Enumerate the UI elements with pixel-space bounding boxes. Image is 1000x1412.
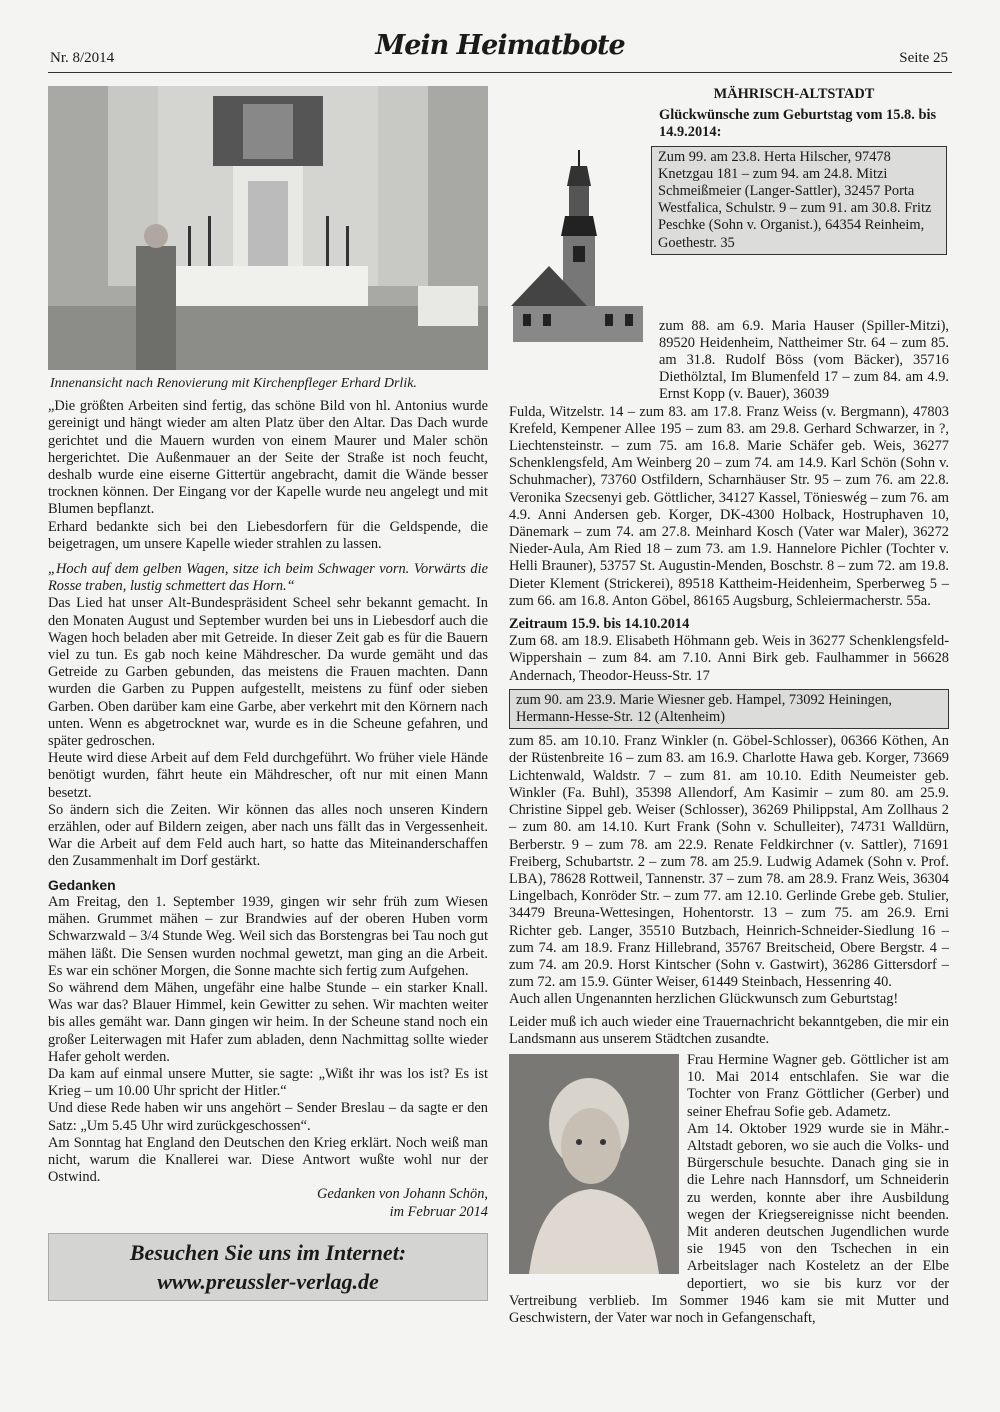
- birthday-list: zum 85. am 10.10. Franz Winkler (n. Göbel-Schlosser), 06366 Köthen, An der Rüstenbreite 16 – zum 83. am 16.9. Charlotte Hawa geb. Korger, 73669 Lichtenwald, Waldstr. 7 – zum 81. am 10.10. Edith Neumeister geb. Winkler (Fa. Buhl), 35398 Allendorf, Am Kasimir – zum 80. am 25.9. Christine Sippel geb. Weiser (Schlosser), 36269 Philippstal, Am Zollhaus 2 – zum 80. am 14.10. Kurt Frank (Sohn v. Schulleiter), 74731 Walldürn, Berberstr. 9 – zum 78. am 22.9. Renate Feldkirchner (v. Sattler), 71691 Freiberg, Schubartstr. 2 – zum 78. am 25.9. Ludwig Adamek (Sohn v. Prof. LBA), 78628 Rottweil, Tannenstr. 37 – zum 78. am 28.9. Franz Weis, 36304 Lingelbach, Konröder Str. – zum 77. am 12.10. Gerlinde Grebe geb. Stulier, 34479 Breuna-Wettesingen, Hohentorstr. 13 – zum 75. am 26.9. Erni Richter geb. Langer, 35510 Butzbach, Heinrich-Schneider-Siedlung 16 – zum 74. am 18.9. Franz Hillebrand, 35767 Breitscheid, Obere Bergstr. 4 – zum 74. am 20.9. Horst Kintscher (Sohn v. Gastwirt), 36286 Gittersdorf – zum 72. am 15.9. Günter Weiser, 61449 Steinbach, Hessenring 40.: [509, 733, 949, 991]
- birthday-heading: Glückwünsche zum Geburtstag vom 15.8. bis 14.9.2014:: [659, 107, 937, 141]
- article-paragraph: Und diese Rede haben wir uns angehört – Sender Breslau – da sagte er den Satz: „Um 5.45 Uhr wird zurückgeschossen“.: [48, 1100, 488, 1134]
- highlight-box-birthday: zum 90. am 23.9. Marie Wiesner geb. Hampel, 73092 Heiningen, Hermann-Hesse-Str. 12 (Altenheim): [509, 689, 949, 729]
- chapel-interior-photo: [48, 86, 488, 370]
- portrait-photo: [509, 1054, 679, 1274]
- issue-number: Nr. 8/2014: [50, 50, 115, 66]
- song-quote: „Hoch auf dem gelben Wagen, sitze ich beim Schwager vorn. Vorwärts die Rosse traben, lustig schmettert das Horn.“: [48, 561, 488, 595]
- section-heading: Gedanken: [48, 876, 116, 893]
- article-paragraph: Am Sonntag hat England den Deutschen den Krieg erklärt. Noch weiß man nicht, warum die Knallerei war. Diese Antwort wußte wohl nur der Ostwind.: [48, 1134, 488, 1186]
- article-paragraph: So ändern sich die Zeiten. Wir können das alles noch unseren Kindern erzählen, oder auf Bildern zeigen, aber nach uns fällt das in Vergessenheit. War die Arbeit auf dem Feld auch hart, so hatte das Miteinanderschaffen den Zusammenhalt im Dorf gestärkt.: [48, 801, 488, 870]
- author-signature: Gedanken von Johann Schön,: [316, 1186, 488, 1203]
- birthday-top-block: [509, 146, 949, 318]
- mourning-intro: Leider muß ich auch wieder eine Trauernachricht bekanntgeben, die mir ein Landsmann aus unserem Städtchen zusandte.: [509, 1013, 949, 1047]
- portrait-illustration: [509, 1054, 679, 1274]
- article-paragraph: Erhard bedankte sich bei den Liebesdorfern für die Geldspende, die beigetragen, um unsere Kapelle wieder strahlen zu lassen.: [48, 518, 488, 552]
- chapel-illustration: [48, 86, 488, 370]
- header-rule: [48, 72, 952, 73]
- ad-url: www.preussler-verlag.de: [157, 1268, 379, 1294]
- birthday-list: zum 88. am 6.9. Maria Hauser (Spiller-Mitzi), 89520 Heidenheim, Nattheimer Str. 64 – zum 85. am 31.8. Rudolf Böss (vom Bäcker), 35716 Diethölztal, Im Blumenfeld 17 – zum 84. am 4.9. Ernst Kopp (v. Bauer), 36039: [659, 317, 949, 403]
- period-heading: Zeitraum 15.9. bis 14.10.2014: [509, 616, 690, 633]
- article-paragraph: Am Freitag, den 1. September 1939, gingen wir sehr früh zum Wiesen mähen. Grummet mähen – zur Brandwies auf der oberen Huben vorm Schwarzwald – 3/4 Stunde Weg. Weil sich das Borstengras bei Tau noch gut mähen läßt. Die Sensen wurden nochmal gewetzt, man ging an die Arbeit. Es war ein schöner Morgen, die Sonne machte sich fertig zum Aufgehen.: [48, 893, 488, 979]
- photo-caption: Innenansicht nach Renovierung mit Kirchenpfleger Erhard Drlik.: [50, 376, 417, 391]
- birthday-list: Fulda, Witzelstr. 14 – zum 83. am 17.8. Franz Weiss (v. Bergmann), 47803 Krefeld, Kempener Allee 195 – zum 83. am 29.8. Gerhard Schwarzer, in ?, Liechtensteinstr. – zum 75. am 16.8. Marie Schäfer geb. Weis, 36277 Schenklengsfeld, Am Weinberg 20 – zum 74. am 14.9. Karl Schön (Sohn v. Schuhmacher), 73760 Ostfildern, Scharnhäuser Str. 95 – zum 76. am 22.8. Veronika Szecsenyi geb. Göttlicher, 34127 Kassel, Tönieswég – zum 76. am 4.9. Anni Andersen geb. Korger, DK-4300 Holback, Hostruphaven 10, Dänemark – zum 74. am 27.8. Meinhard Kosch (Vater war Maler), 36272 Nieder-Aula, Am Ried 18 – zum 73. am 1.9. Hannelore Pichler (Tochter v. Helli Brauner), 53757 St. Augustin-Menden, Boschstr. 8 – zum 72. am 19.8. Dieter Klement (Strickerei), 89518 Kattheim-Heidenheim, Sperberweg 5 – zum 66. am 16.8. Anton Göbel, 86165 Augsburg, Schleiermacherstr. 55a.: [509, 403, 949, 609]
- right-column: [509, 86, 949, 1327]
- article-paragraph: „Die größten Arbeiten sind fertig, das schöne Bild von hl. Antonius wurde gereinigt und hängt wieder am alten Platz über den Altar. Das Dach wurde gerichtet und die Mauern wurden von einem Maurer und Maler schön hergerichtet. Die Außenmauer an der Seite der Straße ist noch feucht, deshalb wurde eine eiserne Gittertür angebracht, damit die Wände besser trocknen können. Der Eingang vor der Kapelle wurde neu angelegt und mit Blumen bepflanzt.: [48, 398, 488, 518]
- birthday-list: Zum 68. am 18.9. Elisabeth Höhmann geb. Weis in 36277 Schenklengsfeld-Wippershain – zum 84. am 7.10. Anni Birk geb. Faulhammer in 56628 Andernach, Theodor-Heuss-Str. 17: [509, 633, 949, 684]
- page-number: Seite 25: [899, 50, 948, 66]
- left-column: [48, 86, 488, 1301]
- obituary-text: Frau Hermine Wagner geb. Göttlicher ist am 10. Mai 2014 entschlafen. Sie war die Tochter von Franz Göttlicher (Gerber) und seiner Ehefrau Sofie geb. Adametz.: [687, 1051, 949, 1120]
- church-tower-illustration: [509, 146, 647, 346]
- town-heading: MÄHRISCH-ALTSTADT: [713, 86, 875, 102]
- author-date: im Februar 2014: [389, 1203, 488, 1220]
- article-paragraph: Da kam auf einmal unsere Mutter, sie sagte: „Wißt ihr was los ist? Es ist Krieg – um 10.00 Uhr spricht der Hitler.“: [48, 1065, 488, 1100]
- article-paragraph: So während dem Mähen, ungefähr eine halbe Stunde – ein starker Knall. Was war das? Blauer Himmel, kein Gewitter zu sehen. Wir machten weiter bis alles gemäht war. Dann gingen wir heim. In der Scheune stand noch ein großer Leiterwagen mit Hafer zum abladen, denn Nachmittag sollte wieder Hafer geholt werden.: [48, 979, 488, 1065]
- ad-headline: Besuchen Sie uns im Internet:: [129, 1239, 407, 1265]
- article-paragraph: Das Lied hat unser Alt-Bundespräsident Scheel sehr bekannt gemacht. In den Monaten August und September wurden bei uns in Liebesdorf auch die Wagen hoch beladen aber mit Getreide. In dieser Zeit gab es für die Bauern viel zu tun. Es gab noch keine Mähdrescher. Da wurde gemäht und das Getreide zu Garben gebunden, das meistens die Frauen machten. Dann wurden die Garben zu Puppen aufgestellt, meistens zu fünf oder sieben Garben. Oben darüber kam eine Garbe, aber verkehrt mit den Körnern nach unten. Wenn es abgetrocknet war, wurde es in die Scheune gefahren, und später gedroschen.: [48, 595, 488, 750]
- masthead-logo: Mein Heimatbote: [375, 30, 625, 61]
- article-paragraph: Heute wird diese Arbeit auf dem Feld durchgeführt. Wo früher viele Hände benötigt wurden, fährt heute ein Mähdrescher, oft nur mit einen Mann besetzt.: [48, 750, 488, 801]
- website-ad-box: [48, 1233, 488, 1301]
- closing-wishes: Auch allen Ungenannten herzlichen Glückwunsch zum Geburtstag!: [509, 991, 899, 1008]
- obituary-text: Am 14. Oktober 1929 wurde sie in Mähr.-Altstadt geboren, wo sie auch die Volks- und Bürgerschule besuchte. Danach ging sie in die Lehre nach Hannsdorf, um Schneiderin zu werden, konnte aber ihre Ausbildung wegen der Kriegsereignisse nicht beenden. Mit anderen deutschen Jugendlichen wurde sie 1945 von den Tschechen in ein Arbeitslager nach Kosteletz an der Elbe deportiert, wo sie bis kurz vor der Vertreibung verblieb. Im Sommer 1946 kam sie mit Mutter und Geschwistern, der Vater war noch in Gefangenschaft,: [509, 1120, 949, 1326]
- highlight-box-birthdays: Zum 99. am 23.8. Herta Hilscher, 97478 Knetzgau 181 – zum 94. am 24.8. Mitzi Schmeißmeier (Langer-Sattler), 32457 Porta Westfalica, Schulstr. 9 – zum 91. am 30.8. Fritz Peschke (Sohn v. Organist.), 64354 Reinheim, Goethestr. 35: [651, 146, 947, 255]
